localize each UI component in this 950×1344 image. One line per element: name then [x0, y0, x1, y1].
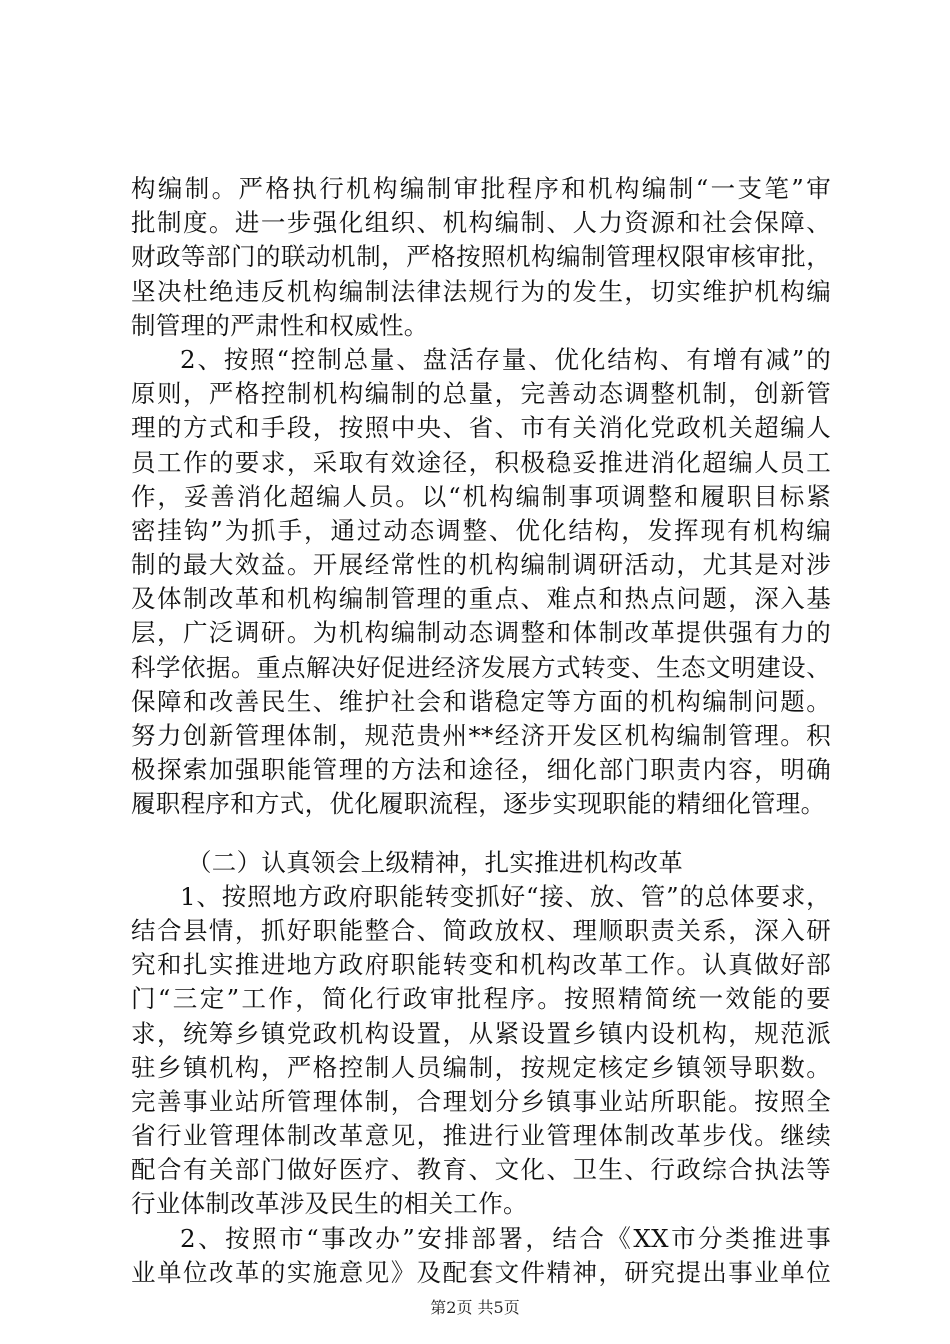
text-line: 业单位改革的实施意见》及配套文件精神，研究提出事业单位	[131, 1257, 831, 1287]
text-line: 省行业管理体制改革意见，推进行业管理体制改革步伐。继续	[131, 1121, 831, 1151]
text-line: 驻乡镇机构，严格控制人员编制，按规定核定乡镇领导职数。	[131, 1052, 831, 1082]
text-line: 作，妥善消化超编人员。以“机构编制事项调整和履职目标紧	[131, 481, 831, 511]
text-line: 制的最大效益。开展经常性的机构编制调研活动，尤其是对涉	[131, 550, 831, 580]
text-line: 1、按照地方政府职能转变抓好“接、放、管”的总体要求，	[180, 881, 831, 911]
text-line: 究和扎实推进地方政府职能转变和机构改革工作。认真做好部	[131, 950, 831, 980]
page-footer	[0, 1298, 950, 1318]
paragraph	[131, 880, 831, 1222]
paragraph	[131, 343, 831, 822]
text-line: 制管理的严肃性和权威性。	[131, 310, 429, 340]
text-line: 配合有关部门做好医疗、教育、文化、卫生、行政综合执法等	[131, 1155, 831, 1185]
text-line: 及体制改革和机构编制管理的重点、难点和热点问题，深入基	[131, 584, 831, 614]
text-line: 2、按照“控制总量、盘活存量、优化结构、有增有减”的	[180, 344, 831, 374]
text-line: 财政等部门的联动机制，严格按照机构编制管理权限审核审批，	[131, 242, 831, 272]
page-number-label: 第2页 共5页	[430, 1298, 520, 1317]
text-line: 极探索加强职能管理的方法和途径，细化部门职责内容，明确	[131, 755, 831, 785]
paragraph-spacer	[131, 822, 831, 846]
text-line: 完善事业站所管理体制，合理划分乡镇事业站所职能。按照全	[131, 1086, 831, 1116]
text-line: 保障和改善民生、维护社会和谐稳定等方面的机构编制问题。	[131, 686, 831, 716]
text-line: 坚决杜绝违反机构编制法律法规行为的发生，切实维护机构编	[131, 276, 831, 306]
text-line: 理的方式和手段，按照中央、省、市有关消化党政机关超编人	[131, 413, 831, 443]
text-line: 门“三定”工作，简化行政审批程序。按照精简统一效能的要	[131, 984, 831, 1014]
text-line: 科学依据。重点解决好促进经济发展方式转变、生态文明建设、	[131, 652, 831, 682]
text-line: 员工作的要求，采取有效途径，积极稳妥推进消化超编人员工	[131, 447, 831, 477]
paragraph	[131, 1222, 831, 1290]
text-line: 履职程序和方式，优化履职流程，逐步实现职能的精细化管理。	[131, 789, 826, 819]
text-line: 构编制。严格执行机构编制审批程序和机构编制“一支笔”审	[131, 174, 831, 203]
text-line: 层，广泛调研。为机构编制动态调整和体制改革提供强有力的	[131, 618, 831, 648]
text-line: 2、按照市“事改办”安排部署，结合《XX市分类推进事	[180, 1223, 831, 1253]
text-line: 努力创新管理体制，规范贵州**经济开发区机构编制管理。积	[131, 721, 831, 750]
document-body	[131, 172, 831, 1290]
text-line: 原则，严格控制机构编制的总量，完善动态调整机制，创新管	[131, 379, 831, 409]
text-line: 行业体制改革涉及民生的相关工作。	[131, 1189, 528, 1219]
text-line: 结合县情，抓好职能整合、简政放权、理顺职责关系，深入研	[131, 915, 831, 945]
paragraph	[131, 172, 831, 343]
text-line: 密挂钩”为抓手，通过动态调整、优化结构，发挥现有机构编	[131, 515, 831, 545]
text-line: 批制度。进一步强化组织、机构编制、人力资源和社会保障、	[131, 208, 831, 238]
section-heading: （二）认真领会上级精神，扎实推进机构改革	[187, 847, 683, 877]
text-line: 求，统筹乡镇党政机构设置，从紧设置乡镇内设机构，规范派	[131, 1018, 831, 1048]
